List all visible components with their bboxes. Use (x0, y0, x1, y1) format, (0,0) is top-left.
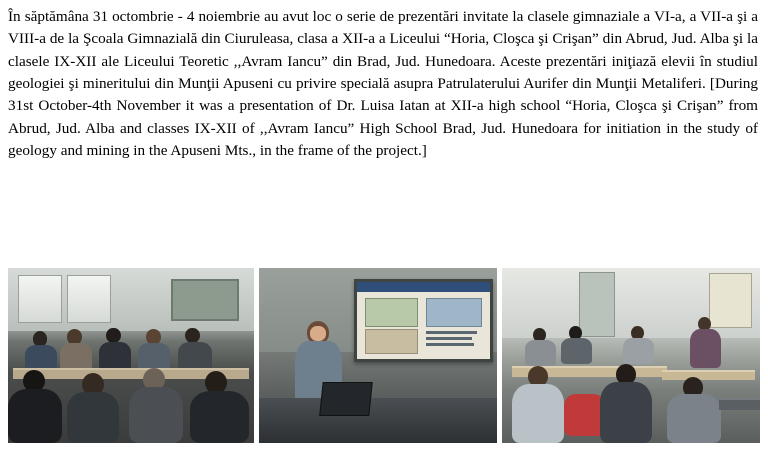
photo1-person-body (67, 392, 119, 443)
photo3-presenter-body (690, 329, 721, 368)
photo3-chair (719, 398, 760, 411)
photo2-slide-text-line (426, 331, 477, 334)
photo1-person-body (190, 391, 249, 444)
photo-presenter-with-projection-screen (259, 268, 497, 443)
photo2-slide-image (365, 329, 418, 354)
photo2-slide-image (426, 298, 481, 326)
photo2-slide-text-line (426, 337, 471, 340)
photo3-person-body (512, 384, 564, 444)
body-paragraph: În săptămâna 31 octombrie - 4 noiembrie au avut loc o serie de prezentări invitate la clasele gimnaziale a VI-a, a VII-a şi a VIII-a de la Şcoala Gimnazială din Ciuruleasa, clasa a XII-a a Liceului “Horia, Cloşca şi Crişan” din Abrud, Jud. Alba şi la clasele IX-XII ale Liceului Teoretic ,,Avram Iancu” din Brad, Jud. Hunedoara. Aceste prezentări iniţiază elevii în studiul geologiei şi mineritului din Munţii Apuseni cu privire specială asupra Patrulaterului Aurifer din Munţii Metaliferi. [During 31st October-4th November it was a presentation of Dr. Luisa Iatan at XII-a high school “Horia, Cloşca şi Crişan” from Abrud, Jud. Alba and classes IX-XII of ,,Avram Iancu” High School Brad, Jud. Hunedoara for initiation in the study of geology and mining in the Apuseni Mts., in the frame of the project.] (8, 8, 758, 160)
photo1-whiteboard (171, 279, 239, 322)
photo3-backpack (564, 394, 605, 436)
photo1-person-head (185, 328, 200, 344)
photo1-window-left (18, 275, 62, 323)
photo2-presenter-face (310, 326, 326, 341)
photo2-table (259, 398, 497, 444)
photo3-person-body (600, 382, 652, 443)
photo3-door (579, 272, 615, 337)
photo1-person-body (8, 389, 62, 443)
photo3-wall-map (709, 273, 752, 328)
photo2-laptop (319, 382, 372, 416)
photo3-person-body (525, 340, 556, 366)
photo2-slide-text-line (426, 343, 474, 346)
photo3-person-body (623, 338, 654, 364)
photo2-slide-image (365, 298, 418, 326)
photo2-projection-screen (354, 279, 493, 362)
photo1-person-body (129, 387, 183, 443)
figure-row (8, 268, 760, 443)
photo2-slide-header (357, 282, 490, 293)
photo-classroom-from-back (502, 268, 760, 443)
photo3-person-body (667, 394, 721, 443)
photo1-window-right (67, 275, 111, 323)
photo3-desk-row (662, 370, 755, 381)
photo-classroom-students-rows (8, 268, 254, 443)
photo3-person-body (561, 338, 592, 364)
